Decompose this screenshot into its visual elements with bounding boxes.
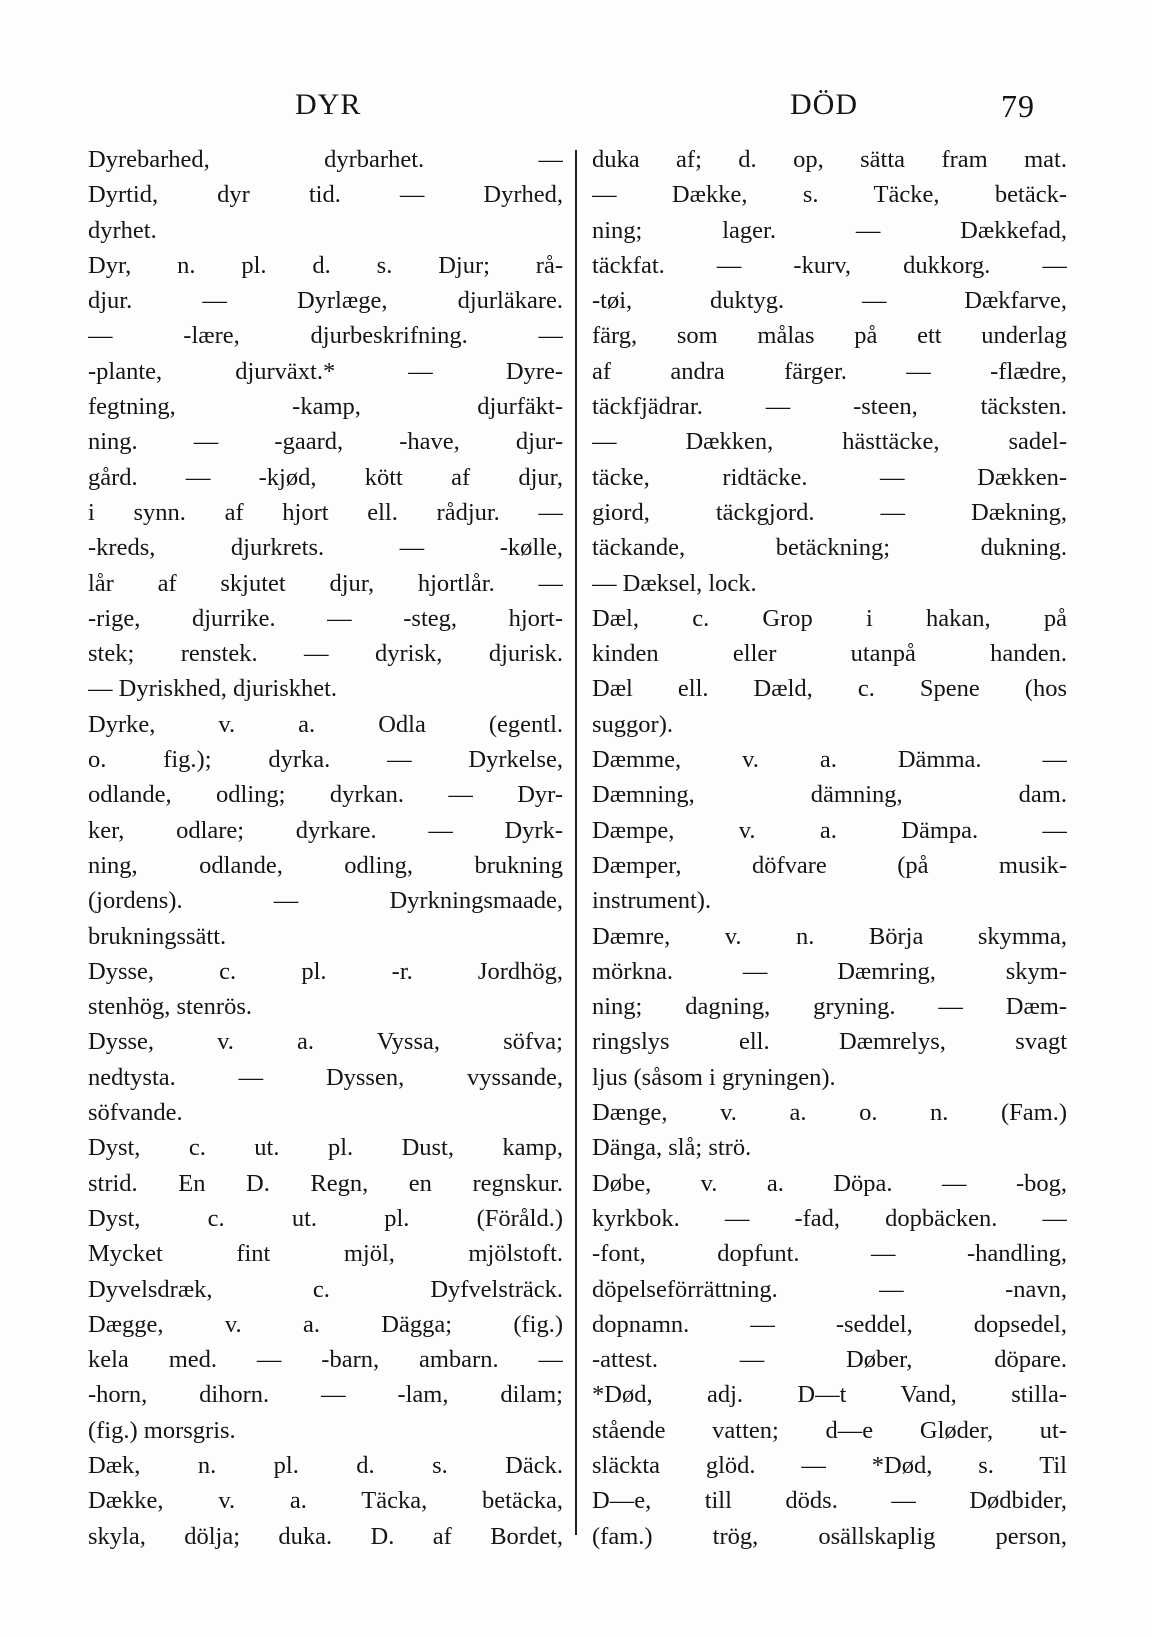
entry-line: — Dæksel, lock. (592, 569, 757, 597)
entry-line: brukningssätt. (88, 922, 227, 950)
entry-line: (jordens). — Dyrkningsmaade, (88, 887, 563, 915)
entry-line: släckta glöd. — *Død, s. Til (592, 1451, 1067, 1479)
entry-line: täckfjädrar. — -steen, täcksten. (592, 393, 1067, 421)
entry-line: dopnamn. — -seddel, dopsedel, (592, 1310, 1067, 1338)
header-right-guideword: DÖD (790, 88, 858, 121)
entry-line: färg, som målas på ett underlag (592, 322, 1067, 350)
header-left-guideword: DYR (295, 88, 362, 121)
entry-line: kela med. — -barn, ambarn. — (88, 1346, 563, 1374)
entry-line: Dæk, n. pl. d. s. Däck. (88, 1451, 563, 1479)
entry-line: -attest. — Døber, döpare. (592, 1346, 1067, 1374)
entry-line: ringslys ell. Dæmrelys, svagt (592, 1028, 1067, 1056)
entry-line: Dyrke, v. a. Odla (egentl. (88, 710, 563, 738)
entry-line: — Dækken, hästtäcke, sadel- (592, 428, 1067, 456)
entry-line: söfvande. (88, 1099, 183, 1127)
entry-line: gård. — -kjød, kött af djur, (88, 463, 563, 491)
entry-line: Dæl, c. Grop i hakan, på (592, 604, 1067, 632)
entry-line: döpelseförrättning. — -navn, (592, 1275, 1067, 1303)
entry-line: -kreds, djurkrets. — -kølle, (88, 534, 563, 562)
entry-line: Dæmpe, v. a. Dämpa. — (592, 816, 1067, 844)
entry-line: nedtysta. — Dyssen, vyssande, (88, 1063, 563, 1091)
entry-line: Dække, v. a. Täcka, betäcka, (88, 1487, 563, 1515)
left-column (88, 142, 563, 1554)
entry-line: Dæmning, dämning, dam. (592, 781, 1067, 809)
page-number: 79 (1001, 88, 1035, 124)
entry-line: kinden eller utanpå handen. (592, 640, 1067, 668)
entry-line: mörkna. — Dæmring, skym- (592, 957, 1067, 985)
entry-line: Dæmme, v. a. Dämma. — (592, 746, 1067, 774)
entry-line: Dyst, c. ut. pl. Dust, kamp, (88, 1134, 563, 1162)
entry-line: af andra färger. — -flædre, (592, 357, 1067, 385)
entry-line: Døbe, v. a. Döpa. — -bog, (592, 1169, 1067, 1197)
entry-line: dyrhet. (88, 216, 157, 244)
entry-line: duka af; d. op, sätta fram mat. (592, 146, 1067, 173)
entry-line: täcke, ridtäcke. — Dækken- (592, 463, 1067, 491)
entry-line: — Dyriskhed, djuriskhet. (88, 675, 338, 703)
entry-line: -tøi, duktyg. — Dækfarve, (592, 287, 1067, 315)
entry-line: -horn, dihorn. — -lam, dilam; (88, 1381, 563, 1409)
entry-line: stek; renstek. — dyrisk, djurisk. (88, 640, 563, 668)
entry-line: giord, täckgjord. — Dækning, (592, 498, 1067, 526)
entry-line: Dæmre, v. n. Börja skymma, (592, 922, 1067, 950)
entry-line: lår af skjutet djur, hjortlår. — (88, 569, 563, 597)
entry-line: Dänga, slå; strö. (592, 1134, 752, 1162)
entry-line: skyla, dölja; duka. D. af Bordet, (88, 1522, 563, 1550)
entry-line: djur. — Dyrlæge, djurläkare. (88, 287, 563, 315)
entry-line: Dægge, v. a. Dägga; (fig.) (88, 1310, 563, 1338)
entry-line: täckande, betäckning; dukning. (592, 534, 1067, 562)
entry-line: Dæmper, döfvare (på musik- (592, 851, 1067, 879)
page-header (90, 88, 1060, 138)
entry-line: *Død, adj. D—t Vand, stilla- (592, 1381, 1067, 1409)
column-divider (575, 150, 577, 1535)
entry-line: ker, odlare; dyrkare. — Dyrk- (88, 816, 563, 844)
entry-line: täckfat. — -kurv, dukkorg. — (592, 251, 1067, 279)
entry-line: instrument). (592, 887, 712, 915)
entry-line: Dænge, v. a. o. n. (Fam.) (592, 1099, 1067, 1127)
entry-line: Dyst, c. ut. pl. (Föråld.) (88, 1204, 563, 1232)
entry-line: -rige, djurrike. — -steg, hjort- (88, 604, 563, 632)
entry-line: Dyrebarhed, dyrbarhet. — (88, 146, 563, 173)
entry-line: Dysse, c. pl. -r. Jordhög, (88, 957, 563, 985)
entry-line: Dæl ell. Dæld, c. Spene (hos (592, 675, 1067, 703)
entry-line: ljus (såsom i gryningen). (592, 1063, 836, 1091)
entry-line: -plante, djurväxt.* — Dyre- (88, 357, 563, 385)
entry-line: D—e, till döds. — Dødbider, (592, 1487, 1067, 1515)
entry-line: o. fig.); dyrka. — Dyrkelse, (88, 746, 563, 774)
entry-line: ning, odlande, odling, brukning (88, 851, 563, 879)
entry-line: stående vatten; d—e Gløder, ut- (592, 1416, 1067, 1444)
entry-line: kyrkbok. — -fad, dopbäcken. — (592, 1204, 1067, 1232)
entry-line: ning; lager. — Dækkefad, (592, 216, 1067, 244)
entry-line: strid. En D. Regn, en regnskur. (88, 1169, 563, 1197)
entry-line: Dyrtid, dyr tid. — Dyrhed, (88, 181, 563, 209)
entry-line: ning. — -gaard, -have, djur- (88, 428, 563, 456)
entry-line: Dyvelsdræk, c. Dyfvelsträck. (88, 1275, 563, 1303)
entry-line: suggor). (592, 710, 673, 738)
entry-line: (fam.) trög, osällskaplig person, (592, 1522, 1067, 1550)
entry-line: fegtning, -kamp, djurfäkt- (88, 393, 563, 421)
entry-line: Dyr, n. pl. d. s. Djur; rå- (88, 251, 563, 279)
entry-line: Mycket fint mjöl, mjölstoft. (88, 1240, 563, 1268)
entry-line: (fig.) morsgris. (88, 1416, 236, 1444)
entry-line: — -lære, djurbeskrifning. — (88, 322, 563, 350)
entry-line: odlande, odling; dyrkan. — Dyr- (88, 781, 563, 809)
entry-line: ning; dagning, gryning. — Dæm- (592, 993, 1067, 1021)
entry-line: i synn. af hjort ell. rådjur. — (88, 498, 563, 526)
entry-line: Dysse, v. a. Vyssa, söfva; (88, 1028, 563, 1056)
right-column (592, 142, 1067, 1554)
entry-line: stenhög, stenrös. (88, 993, 252, 1021)
entry-line: -font, dopfunt. — -handling, (592, 1240, 1067, 1268)
entry-line: — Dække, s. Täcke, betäck- (592, 181, 1067, 209)
